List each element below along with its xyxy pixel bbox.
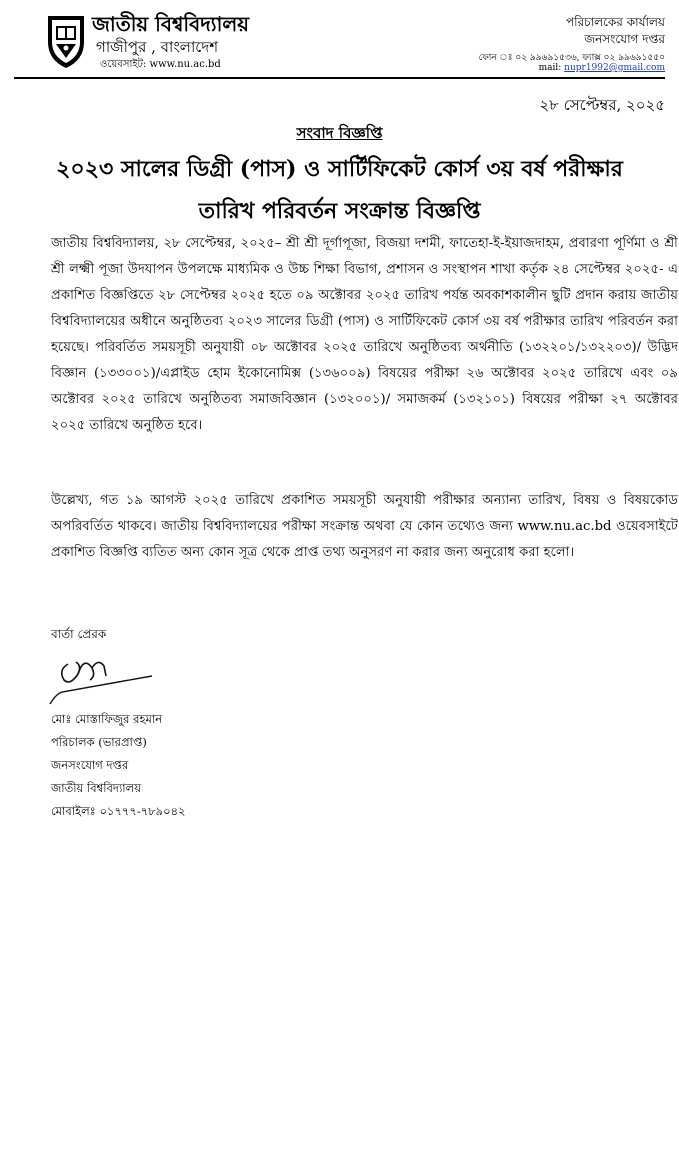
mail-link[interactable]: nupr1992@gmail.com [564, 63, 665, 73]
phone-fax: ফোন ঃ ০২ ৯৯৬৯১৫৩৬, ফ্যাক্স ০২ ৯৯৬৯১৫৫০ [478, 53, 665, 63]
signature-block [51, 708, 186, 823]
headline-line-1: ২০২৩ সালের ডিগ্রী (পাস) ও সার্টিফিকেট কোর্স ৩য় বর্ষ পরীক্ষার [56, 156, 623, 182]
signatory-name: মোঃ মোস্তাফিজুর রহমান [51, 712, 163, 726]
department-name: জনসংযোগ দপ্তর [584, 32, 665, 46]
body-paragraph-1: জাতীয় বিশ্ববিদ্যালয়, ২৮ সেপ্টেম্বর, ২০২৫– শ্রী শ্রী দূর্গাপূজা, বিজয়া দশমী, ফাতেহা-ই-ইয়াজদাহম, প্রবারণা পূর্ণিমা ও শ্রী শ্রী লক্ষ্মী পূজা উদযাপন উপলক্ষে মাধ্যমিক ও উচ্চ শিক্ষা বিভাগ, প্রশাসন ও সংস্থাপন শাখা কর্তৃক ২৪ সেপ্টেম্বর ২০২৫- এ প্রকাশিত বিজ্ঞপ্তিতে ২৮ সেপ্টেম্বর ২০২৫ হতে ০৯ অক্টোবর ২০২৫ তারিখ পর্যন্ত অবকাশকালীন ছুটি প্রদান করায় জাতীয় বিশ্ববিদ্যালয়ের অধীনে অনুষ্ঠিতব্য ২০২৩ সালের ডিগ্রী (পাস) ও সার্টিফিকেট কোর্স ৩য় বর্ষ পরীক্ষার তারিখ পরিবর্তন করা হয়েছে। পরিবর্তিত সময়সূচী অনুযায়ী ০৮ অক্টোবর ২০২৫ তারিখে অনুষ্ঠিতব্য অর্থনীতি (১৩২২০১/১৩২২০৩)/ উদ্ভিদ বিজ্ঞান (১৩৩০০১)/এপ্লাইড হোম ইকোনোমিক্স (১৩৬০০৯) বিষয়ের পরীক্ষা ২৬ অক্টোবর ২০২৫ তারিখে এবং ০৯ অক্টোবর ২০২৫ তারিখে অনুষ্ঠিতব্য সমাজবিজ্ঞান (১৩২০০১)/ সমাজকর্ম (১৩২১০১) বিষয়ের পরীক্ষা ২৭ অক্টোবর ২০২৫ তারিখে অনুষ্ঠিত হবে। [51, 236, 678, 433]
mail-label: mail: [538, 63, 565, 73]
signatory-department: জনসংযোগ দপ্তর [51, 758, 129, 772]
university-crest-logo [44, 12, 88, 70]
mail-line [539, 63, 665, 73]
release-date: ২৮ সেপ্টেম্বর, ২০২৫ [539, 96, 665, 114]
university-website: ওয়েবসাইট: www.nu.ac.bd [100, 59, 221, 70]
signatory-designation: পরিচালক (ভারপ্রাপ্ত) [51, 735, 147, 749]
signatory-mobile: মোবাইলঃ ০১৭৭৭-৭৮৯০৪২ [51, 804, 186, 818]
headline-line-2: তারিখ পরিবর্তন সংক্রান্ত বিজ্ঞপ্তি [198, 198, 481, 224]
signatory-organization: জাতীয় বিশ্ববিদ্যালয় [51, 781, 141, 795]
body-paragraph-2: উল্লেখ্য, গত ১৯ আগস্ট ২০২৫ তারিখে প্রকাশিত সময়সূচী অনুযায়ী পরীক্ষার অন্যান্য তারিখ, বিষয় ও বিষয়কোড অপরিবর্তিত থাকবে। জাতীয় বিশ্ববিদ্যালয়ের পরীক্ষা সংক্রান্ত অথবা যে কোন তথ্যেও জন্য www.nu.ac.bd ওয়েবসাইটে প্রকাশিত বিজ্ঞপ্তি ব্যতিত অন্য কোন সূত্র থেকে প্রাপ্ত তথ্য অনুসরণ না করার জন্য অনুরোধ করা হলো। [51, 493, 678, 560]
university-name: জাতীয় বিশ্ববিদ্যালয় [92, 12, 250, 36]
header-divider [14, 77, 665, 79]
press-release-label: সংবাদ বিজ্ঞপ্তি [296, 124, 383, 142]
university-location: গাজীপুর , বাংলাদেশ [96, 38, 219, 56]
office-name: পরিচালকের কার্যালয় [566, 15, 665, 29]
handwritten-signature [48, 646, 154, 706]
sender-label: বার্তা প্রেরক [51, 627, 107, 641]
